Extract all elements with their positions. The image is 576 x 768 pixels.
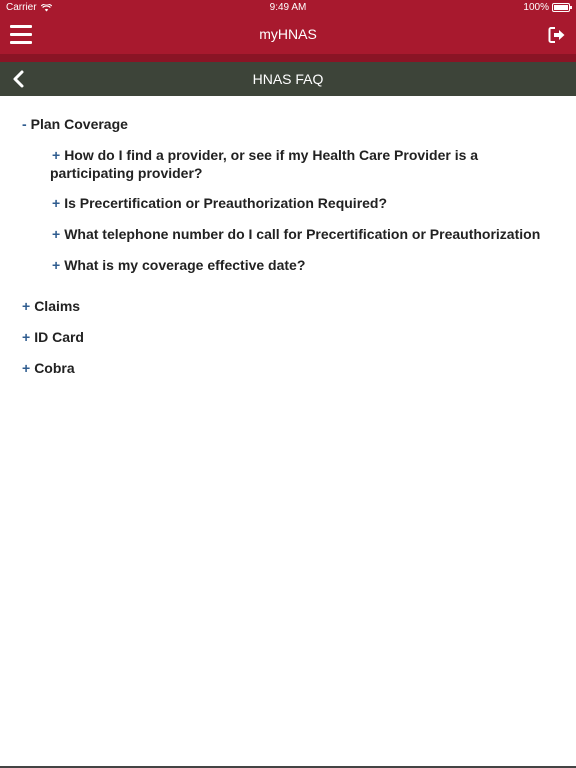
- sub-header: [0, 62, 576, 96]
- carrier-label: Carrier: [6, 2, 37, 13]
- faq-section-label: ID Card: [34, 329, 84, 345]
- faq-section-plan-coverage[interactable]: [22, 116, 128, 132]
- faq-question-label: What is my coverage effective date?: [64, 257, 306, 273]
- app-header: [0, 16, 576, 54]
- faq-question-label: Is Precertification or Preauthorization Required?: [64, 195, 388, 211]
- expand-symbol: +: [52, 147, 61, 163]
- battery-status: [523, 2, 570, 13]
- faq-question-label: What telephone number do I call for Precertification or Preauthorization: [64, 226, 541, 242]
- faq-section-id-card[interactable]: [22, 329, 84, 345]
- page-title: HNAS FAQ: [252, 71, 324, 87]
- expand-symbol: +: [52, 257, 61, 273]
- expand-symbol: +: [22, 360, 31, 376]
- faq-question-precertification-required[interactable]: [50, 194, 550, 212]
- status-time: 9:49 AM: [269, 2, 307, 13]
- status-bar: [0, 0, 576, 16]
- faq-question-find-provider[interactable]: [50, 146, 550, 182]
- expand-symbol: +: [52, 226, 61, 242]
- app-title: myHNAS: [259, 26, 317, 42]
- collapse-symbol: -: [22, 116, 27, 132]
- faq-question-precertification-phone[interactable]: [50, 225, 550, 243]
- expand-symbol: +: [52, 195, 61, 211]
- faq-section-claims[interactable]: [22, 298, 80, 314]
- faq-section-label: Plan Coverage: [30, 116, 128, 132]
- header-accent-strip: [0, 54, 576, 62]
- faq-section-label: Cobra: [34, 360, 75, 376]
- battery-icon: [552, 3, 570, 12]
- faq-section-cobra[interactable]: [22, 360, 75, 376]
- expand-symbol: +: [22, 329, 31, 345]
- expand-symbol: +: [22, 298, 31, 314]
- battery-percent: 100%: [523, 2, 549, 13]
- logout-icon[interactable]: [548, 26, 566, 44]
- faq-question-coverage-date[interactable]: [50, 256, 550, 274]
- faq-section-label: Claims: [34, 298, 81, 314]
- faq-question-label: How do I find a provider, or see if my Health Care Provider is a participating provider?: [50, 147, 479, 181]
